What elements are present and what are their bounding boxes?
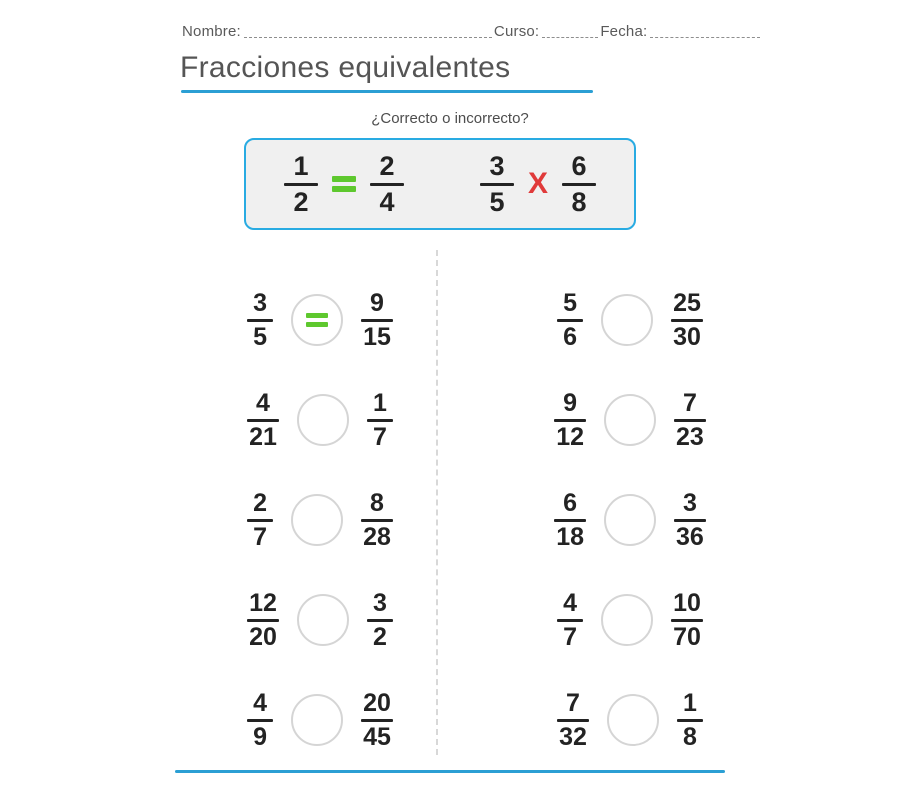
answer-circle[interactable] [291,494,343,546]
numerator: 4 [253,689,268,718]
denominator: 32 [559,722,587,751]
numerator: 20 [363,689,391,718]
denominator: 9 [253,722,268,751]
fraction-bar [247,419,279,422]
numerator: 10 [673,589,701,618]
exercise-row [440,570,820,670]
numerator: 4 [256,389,270,418]
example-pair-incorrect [480,152,596,216]
numerator: 4 [563,589,578,618]
instruction-prompt: ¿Correcto o incorrecto? [371,110,529,127]
fraction-bar [562,183,596,186]
exercise-column-right [440,270,820,770]
exercise-fraction-left [554,390,586,450]
exercise-fraction-left [247,490,273,550]
example-pair-correct [284,152,404,216]
exercise-fraction-left [557,590,583,650]
exercise-fraction-left [557,690,589,750]
course-label: Curso: [493,23,540,40]
fraction-bar [361,719,393,722]
numerator: 7 [566,689,580,718]
exercise-row [440,670,820,770]
answer-circle[interactable] [601,594,653,646]
title-underline-rule [181,90,593,93]
numerator: 3 [253,289,268,318]
example-fraction-right [562,152,596,216]
denominator: 70 [673,622,701,651]
denominator: 45 [363,722,391,751]
numerator: 25 [673,289,701,318]
exercise-fraction-left [247,690,273,750]
fraction-bar [367,419,393,422]
page-title: Fracciones equivalentes [180,51,511,84]
course-blank-field[interactable] [542,25,598,38]
answer-circle[interactable] [604,494,656,546]
cross-icon: X [527,167,548,200]
student-info-line [182,18,727,40]
fraction-bar [671,619,703,622]
numerator: 6 [571,151,587,182]
answer-circle[interactable] [604,394,656,446]
numerator: 3 [489,151,505,182]
fraction-bar [557,319,583,322]
denominator: 21 [249,422,277,451]
answer-circle[interactable] [291,694,343,746]
exercise-row [440,370,820,470]
example-box [244,138,636,230]
numerator: 8 [370,489,384,518]
exercise-fraction-right [361,690,393,750]
denominator: 6 [563,322,578,351]
fraction-bar [367,619,393,622]
answer-circle[interactable] [291,294,343,346]
exercise-fraction-right [361,490,393,550]
exercise-fraction-right [671,290,703,350]
denominator: 2 [372,622,387,651]
exercise-row [440,270,820,370]
equals-icon [332,176,356,192]
exercise-fraction-right [674,490,706,550]
fraction-bar [671,319,703,322]
exercise-fraction-right [671,590,703,650]
exercise-fraction-right [361,290,393,350]
fraction-bar [677,719,703,722]
answer-circle[interactable] [607,694,659,746]
exercise-row [440,470,820,570]
denominator: 8 [682,722,697,751]
denominator: 8 [571,186,587,217]
denominator: 4 [379,186,395,217]
denominator: 5 [253,322,268,351]
fraction-bar [247,319,273,322]
exercise-fraction-right [674,390,706,450]
numerator: 1 [293,151,309,182]
denominator: 7 [253,522,268,551]
exercise-fraction-left [554,490,586,550]
denominator: 30 [673,322,701,351]
denominator: 36 [676,522,704,551]
exercise-fraction-left [247,290,273,350]
name-label: Nombre: [182,23,241,40]
numerator: 2 [379,151,395,182]
numerator: 7 [682,389,697,418]
denominator: 7 [563,622,578,651]
exercise-fraction-right [367,590,393,650]
fraction-bar [557,619,583,622]
example-fraction-right [370,152,404,216]
example-fraction-left [480,152,514,216]
denominator: 18 [556,522,584,551]
numerator: 9 [370,289,384,318]
denominator: 20 [249,622,277,651]
fraction-bar [247,519,273,522]
numerator: 3 [682,489,697,518]
footer-rule [175,770,725,773]
fraction-bar [674,419,706,422]
numerator: 1 [372,389,387,418]
denominator: 2 [293,186,309,217]
exercise-fraction-left [557,290,583,350]
fraction-bar [554,519,586,522]
fraction-bar [480,183,514,186]
date-blank-field[interactable] [650,25,760,38]
denominator: 28 [363,522,391,551]
example-fraction-left [284,152,318,216]
denominator: 23 [676,422,704,451]
fraction-bar [361,519,393,522]
exercise-fraction-left [247,590,279,650]
answer-circle[interactable] [297,594,349,646]
exercise-fraction-left [247,390,279,450]
fraction-bar [247,619,279,622]
numerator: 6 [563,489,578,518]
denominator: 12 [556,422,584,451]
fraction-bar [247,719,273,722]
answer-circle[interactable] [297,394,349,446]
fraction-bar [370,183,404,186]
numerator: 5 [563,289,578,318]
denominator: 7 [372,422,387,451]
fraction-bar [674,519,706,522]
exercise-fraction-right [367,390,393,450]
date-label: Fecha: [600,23,648,40]
answer-circle[interactable] [601,294,653,346]
numerator: 2 [253,489,268,518]
numerator: 12 [249,589,277,618]
numerator: 3 [372,589,387,618]
numerator: 1 [682,689,697,718]
fraction-bar [284,183,318,186]
exercise-fraction-right [677,690,703,750]
fraction-bar [554,419,586,422]
denominator: 15 [363,322,391,351]
denominator: 5 [489,186,505,217]
numerator: 9 [563,389,578,418]
fraction-bar [361,319,393,322]
equals-icon [306,313,328,327]
fraction-bar [557,719,589,722]
name-blank-field[interactable] [244,25,492,38]
